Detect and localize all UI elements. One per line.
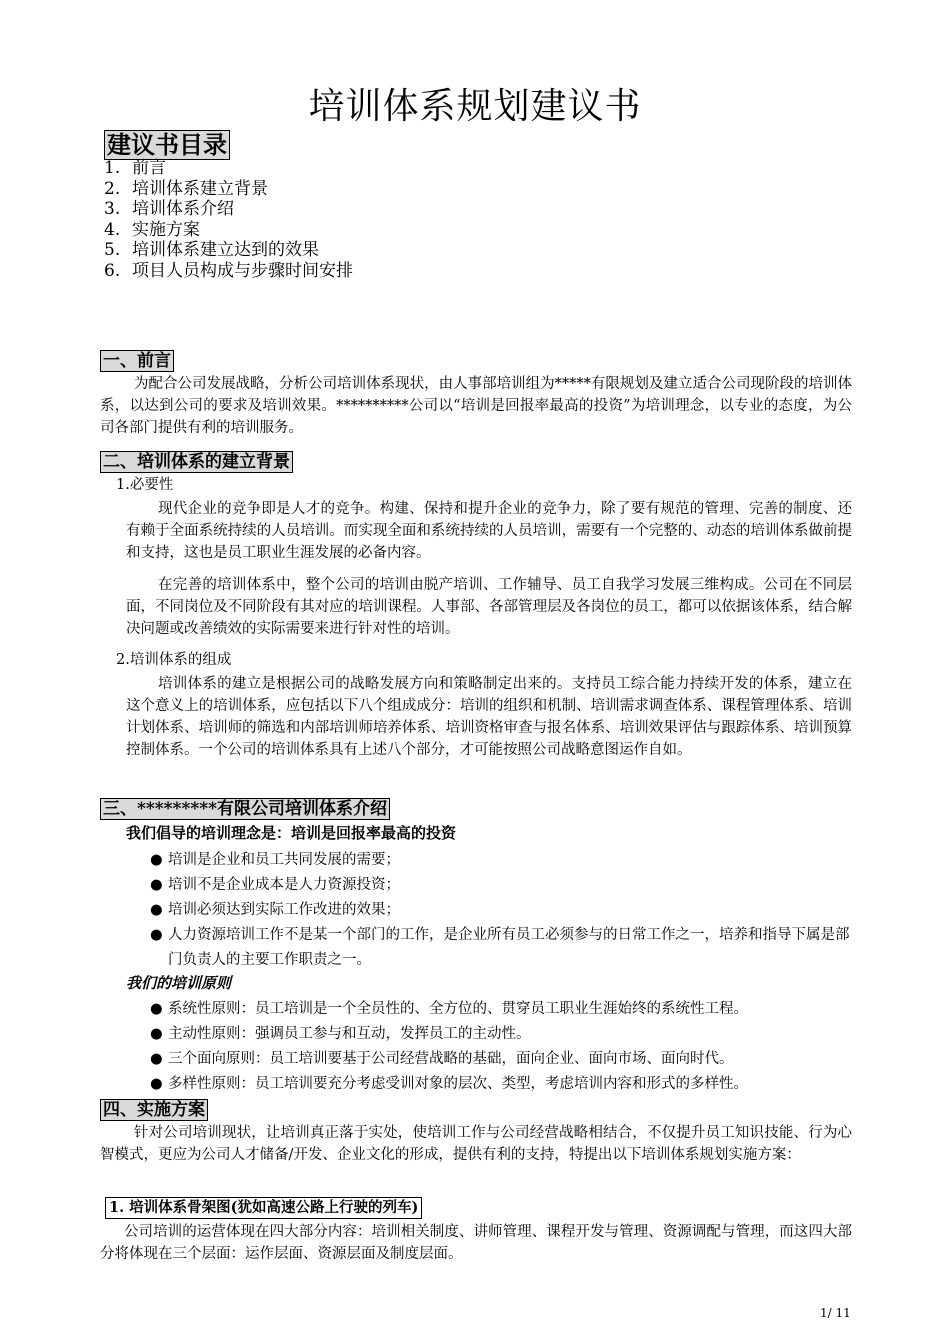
bullet-item: ● 系统性原则：员工培训是一个全员性的、全方位的、贯穿员工职业生涯始终的系统性工程。	[150, 997, 852, 1022]
preface-paragraph: 为配合公司发展战略，分析公司培训体系现状，由人事部培训组为*****有限规划及建立适合公司现阶段的培训体系，以达到公司的要求及培训效果。**********公司以“培训是回报率最高的投资”为培训理念，以专业的态度，为公司各部门提供有利的培训服务。	[100, 376, 852, 436]
training-philosophy: 我们倡导的培训理念是：培训是回报率最高的投资	[126, 824, 457, 842]
subheading-composition: 2.培训体系的组成	[116, 652, 232, 668]
toc-item: 1. 前言	[104, 158, 166, 178]
bullet-icon: ●	[150, 1001, 163, 1017]
subheading-necessity: 1.必要性	[116, 477, 174, 493]
bullet-icon: ●	[150, 902, 163, 918]
bullet-item: ● 培训不是企业成本是人力资源投资；	[150, 873, 852, 898]
bullet-item: ● 多样性原则：员工培训要充分考虑受训对象的层次、类型，考虑培训内容和形式的多样性。	[150, 1072, 852, 1097]
necessity-paragraph-1: 现代企业的竞争即是人才的竞争。构建、保持和提升企业的竞争力，除了要有规范的管理、完善的制度、还有赖于全面系统持续的人员培训。而实现全面和系统持续的人员培训，需要有一个完整的、动态的培训体系做前提和支持，这也是员工职业生涯发展的必备内容。	[126, 501, 852, 561]
composition-paragraph: 培训体系的建立是根据公司的战略发展方向和策略制定出来的。支持员工综合能力持续开发的体系，建立在这个意义上的培训体系，应包括以下八个组成成分：培训的组织和机制、培训需求调查体系、课程管理体系、培训计划体系、培训师的筛选和内部培训师培养体系、培训资格审查与报名体系、培训效果评估与跟踪体系、培训预算控制体系。一个公司的培训体系具有上述八个部分，才可能按照公司战略意图运作自如。	[126, 676, 852, 758]
toc-item: 4. 实施方案	[104, 219, 200, 240]
bullet-item: ● 人力资源培训工作不是某一个部门的工作，是企业所有员工必须参与的日常工作之一，培养和指导下属是部门负责人的主要工作职责之一。	[150, 923, 852, 973]
section-heading-introduction: 三、*********有限公司培训体系介绍	[100, 798, 390, 820]
page-number: 1/ 11	[820, 1306, 851, 1320]
toc-heading: 建议书目录	[104, 130, 230, 160]
training-principles-heading: 我们的培训原则	[126, 974, 232, 992]
toc-list	[104, 158, 353, 282]
bullet-icon: ●	[150, 1076, 163, 1092]
bullet-icon: ●	[150, 852, 163, 868]
bullet-item: ● 三个面向原则：员工培训要基于公司经营战略的基础，面向企业、面向市场、面向时代。	[150, 1047, 852, 1072]
bullet-icon: ●	[150, 877, 163, 893]
bullet-icon: ●	[150, 1026, 163, 1042]
necessity-paragraph-2: 在完善的培训体系中，整个公司的培训由脱产培训、工作辅导、员工自我学习发展三维构成。公司在不同层面，不同岗位及不同阶段有其对应的培训课程。人事部、各部管理层及各岗位的员工，都可以依据该体系，结合解决问题或改善绩效的实际需要来进行针对性的培训。	[126, 577, 852, 637]
toc-item: 6. 项目人员构成与步骤时间安排	[104, 260, 353, 281]
toc-item: 2. 培训体系建立背景	[104, 178, 268, 199]
bullet-icon: ●	[150, 1051, 163, 1067]
subheading-framework-diagram: 1. 培训体系骨架图(犹如高速公路上行驶的列车)	[105, 1197, 422, 1219]
section-heading-preface: 一、前言	[100, 350, 174, 372]
section-heading-implementation: 四、实施方案	[100, 1099, 208, 1121]
implementation-paragraph: 针对公司培训现状，让培训真正落于实处，使培训工作与公司经营战略相结合，不仅提升员工知识技能、行为心智模式，更应为公司人才储备/开发、企业文化的形成，提供有利的支持，特提出以下培训体系规划实施方案：	[100, 1125, 852, 1163]
bullet-icon: ●	[150, 927, 163, 943]
framework-paragraph: 公司培训的运营体现在四大部分内容：培训相关制度、讲师管理、课程开发与管理、资源调配与管理，而这四大部分将体现在三个层面：运作层面、资源层面及制度层面。	[100, 1224, 852, 1262]
section-heading-background: 二、培训体系的建立背景	[100, 451, 293, 473]
toc-item: 5. 培训体系建立达到的效果	[104, 240, 319, 261]
document-title: 培训体系规划建议书	[308, 86, 642, 127]
toc-item: 3. 培训体系介绍	[104, 199, 234, 220]
bullet-item: ● 培训必须达到实际工作改进的效果；	[150, 898, 852, 923]
bullet-item: ● 培训是企业和员工共同发展的需要；	[150, 848, 852, 873]
bullet-item: ● 主动性原则：强调员工参与和互动，发挥员工的主动性。	[150, 1022, 852, 1047]
